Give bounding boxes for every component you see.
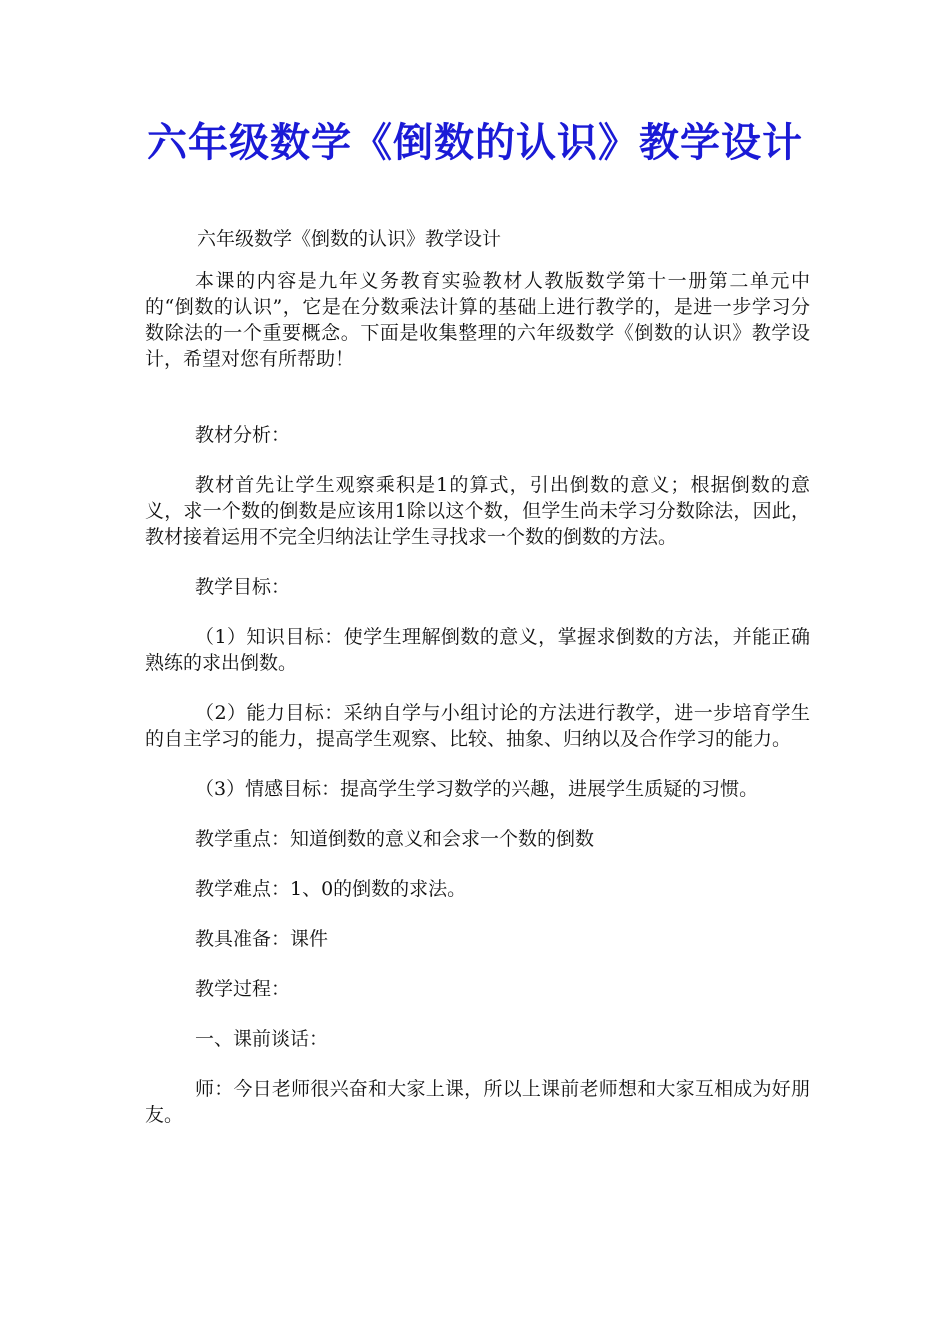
goal-emotion: （3）情感目标：提高学生学习数学的兴趣，进展学生质疑的习惯。 xyxy=(195,778,759,800)
material-analysis-paragraph: 教材首先让学生观察乘积是1的算式，引出倒数的意义；根据倒数的意义，求一个数的倒数是应该用1除以这个数，但学生尚未学习分数除法，因此，教材接着运用不完全归纳法让学生寻找求一个数的倒数的方法。 xyxy=(145,474,810,548)
teaching-key-point: 教学重点：知道倒数的意义和会求一个数的倒数 xyxy=(195,828,595,850)
goal-ability: （2）能力目标：采纳自学与小组讨论的方法进行教学，进一步培育学生的自主学习的能力，提高学生观察、比较、抽象、归纳以及合作学习的能力。 xyxy=(145,702,810,750)
heading-teaching-process: 教学过程： xyxy=(195,978,291,1000)
teaching-difficulty: 教学难点：1、0的倒数的求法。 xyxy=(195,878,467,900)
teaching-aids: 教具准备：课件 xyxy=(195,928,329,950)
goal-knowledge: （1）知识目标：使学生理解倒数的意义，掌握求倒数的方法，并能正确熟练的求出倒数。 xyxy=(145,626,810,674)
intro-paragraph: 本课的内容是九年义务教育实验教材人教版数学第十一册第二单元中的“倒数的认识”，它是在分数乘法计算的基础上进行教学的，是进一步学习分数除法的一个重要概念。下面是收集整理的六年级数学《倒数的认识》教学设计，希望对您有所帮助！ xyxy=(145,270,810,370)
document-title: 六年级数学《倒数的认识》教学设计 xyxy=(147,120,803,166)
section-pre-class-talk: 一、课前谈话： xyxy=(195,1028,329,1050)
heading-material-analysis: 教材分析： xyxy=(195,424,291,446)
document-subtitle: 六年级数学《倒数的认识》教学设计 xyxy=(197,228,502,250)
heading-teaching-goals: 教学目标： xyxy=(195,576,291,598)
document-body xyxy=(145,268,810,1128)
teacher-dialogue: 师：今日老师很兴奋和大家上课，所以上课前老师想和大家互相成为好朋友。 xyxy=(145,1078,810,1126)
